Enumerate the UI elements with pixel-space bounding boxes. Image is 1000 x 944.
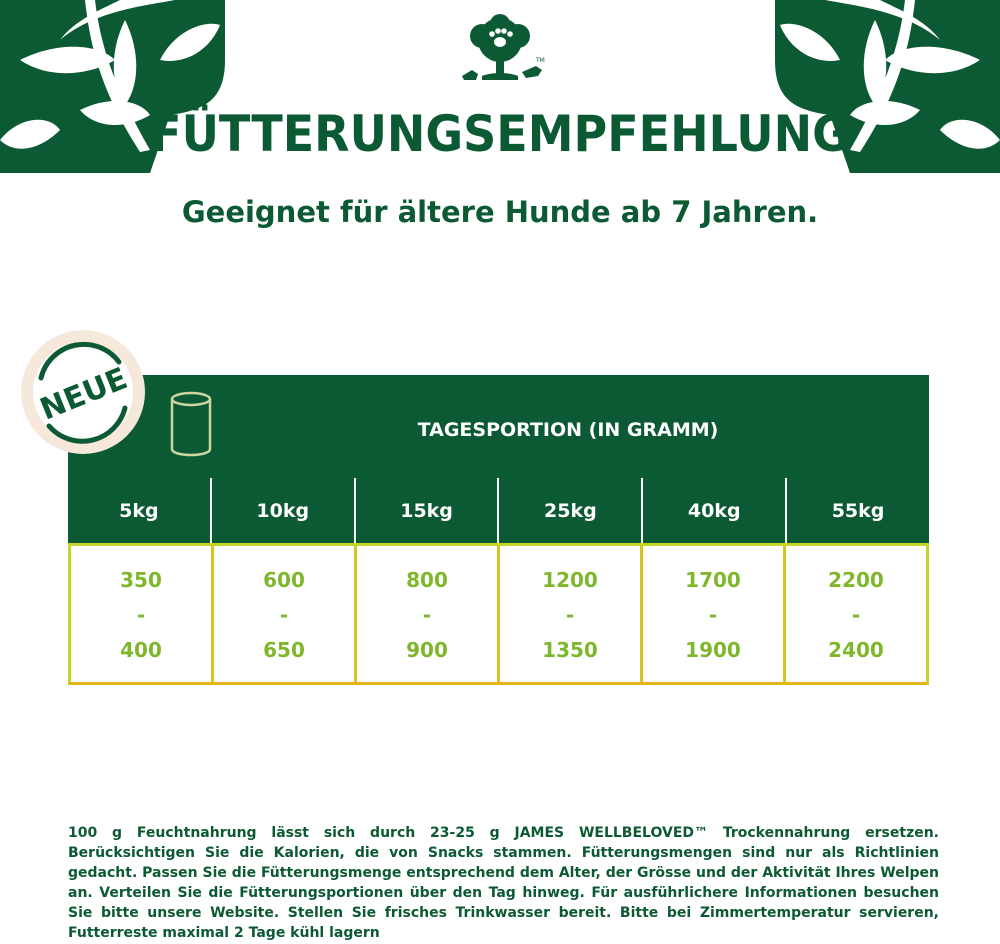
- portion-max: 1900: [685, 638, 741, 662]
- portion-cell: [640, 546, 783, 682]
- portion-separator: -: [136, 603, 146, 627]
- portion-cell: [211, 546, 354, 682]
- portion-min: 800: [406, 568, 448, 592]
- portion-row: [68, 543, 929, 685]
- new-badge: [19, 328, 147, 456]
- portion-min: 2200: [828, 568, 884, 592]
- portion-max: 650: [263, 638, 305, 662]
- portion-separator: -: [851, 603, 861, 627]
- portion-max: 1350: [542, 638, 598, 662]
- portion-min: 350: [120, 568, 162, 592]
- portion-cell: [497, 546, 640, 682]
- weight-row: [68, 478, 929, 544]
- portion-cell: [71, 546, 211, 682]
- new-badge-label: NEUE: [35, 361, 133, 428]
- page-title: FÜTTERUNGSEMPFEHLUNG: [150, 105, 850, 163]
- page-subtitle: Geeignet für ältere Hunde ab 7 Jahren.: [181, 195, 819, 229]
- portion-max: 400: [120, 638, 162, 662]
- table-header: [68, 375, 929, 478]
- portion-separator: -: [708, 603, 718, 627]
- trademark-mark: TM: [536, 57, 545, 64]
- weight-cell: 15kg: [354, 478, 498, 544]
- weight-cell: 10kg: [210, 478, 354, 544]
- weight-cell: 40kg: [641, 478, 785, 544]
- weight-cell: 55kg: [785, 478, 929, 544]
- portion-max: 2400: [828, 638, 884, 662]
- portion-min: 600: [263, 568, 305, 592]
- weight-cell: 25kg: [497, 478, 641, 544]
- food-can-icon: [167, 389, 215, 459]
- brand-logo-icon: [452, 14, 548, 92]
- portion-min: 1700: [685, 568, 741, 592]
- portion-cell: [783, 546, 926, 682]
- portion-separator: -: [279, 603, 289, 627]
- feeding-footnote: 100 g Feuchtnahrung lässt sich durch 23-25 g JAMES WELLBELOVED™ Trockennahrung ersetzen. Berücksichtigen Sie die Kalorien, die von Snacks stammen. Fütterungsmengen sind nur als Richtlinien gedacht. Passen Sie die Fütterungsmenge entsprechend dem Alter, der Grösse und der Aktivität Ihres Welpen an. Verteilen Sie die Fütterungsportionen über den Tag hinweg. Für ausführlichere Informationen besuchen Sie bitte unsere Website. Stellen Sie frisches Trinkwasser bereit. Bitte bei Zimmertemperatur servieren, Futterreste maximal 2 Tage kühl lagern: [68, 825, 939, 941]
- portion-separator: -: [422, 603, 432, 627]
- portion-min: 1200: [542, 568, 598, 592]
- portion-max: 900: [406, 638, 448, 662]
- portion-cell: [354, 546, 497, 682]
- weight-cell: 5kg: [119, 500, 159, 522]
- daily-portion-label: TAGESPORTION (IN GRAMM): [417, 419, 719, 441]
- portion-separator: -: [565, 603, 575, 627]
